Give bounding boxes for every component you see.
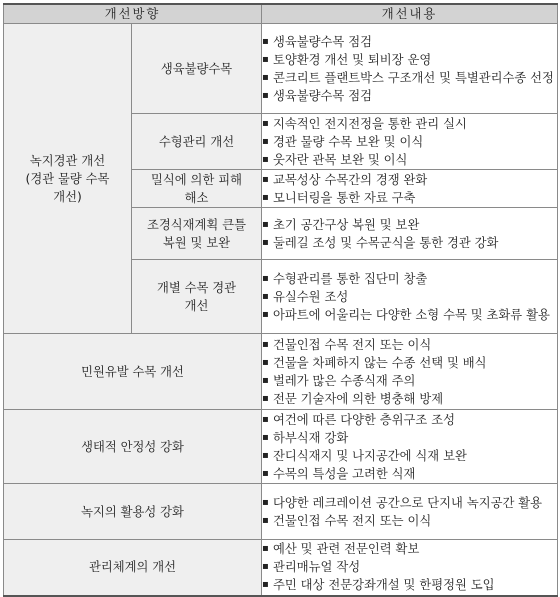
content-cell [262, 170, 558, 208]
content-cell [262, 260, 558, 334]
row-label: 관리체계의 개선 [4, 540, 262, 596]
header-content: 개선내용 [262, 4, 558, 24]
list-item: ▪ 전문 기술자에 의한 병충해 방제 [262, 390, 557, 408]
green-group-label [4, 24, 132, 334]
improvement-table [3, 3, 558, 597]
sub-label-text: 수형관리 개선 [158, 134, 235, 149]
list-item: ▪ 예산 및 관련 전문인력 확보 [262, 540, 557, 558]
table-row [4, 410, 558, 484]
sub-label [132, 24, 262, 114]
list-item: ▪ 주민 대상 전문강좌개설 및 한평정원 도입 [262, 576, 557, 594]
content-cell [262, 334, 558, 410]
row-label: 민원유발 수목 개선 [4, 334, 262, 410]
sub-label [132, 170, 262, 208]
green-group-text: 녹지경관 개선 (경관 물량 수목 개선) [25, 153, 110, 204]
table-row [4, 24, 558, 114]
list-item: ▪ 둘레길 조성 및 수목군식을 통한 경관 강화 [262, 234, 557, 252]
list-item: ▪ 교목성상 수목간의 경쟁 완화 [262, 171, 557, 189]
list-item: ▪ 토양환경 개선 및 퇴비장 운영 [262, 51, 557, 69]
header-direction: 개선방향 [4, 4, 262, 24]
list-item: ▪ 초기 공간구상 복원 및 보완 [262, 216, 557, 234]
sub-label-text: 개별 수목 경관 개선 [156, 280, 237, 313]
list-item: ▪ 잔디식재지 및 나지공간에 식재 보완 [262, 447, 557, 465]
sub-label [132, 208, 262, 260]
row-label: 녹지의 활용성 강화 [4, 484, 262, 540]
content-cell [262, 410, 558, 484]
list-item: ▪ 다양한 레크레이션 공간으로 단지내 녹지공간 활용 [262, 494, 557, 512]
content-cell [262, 208, 558, 260]
row-label: 생태적 안정성 강화 [4, 410, 262, 484]
content-cell [262, 24, 558, 114]
list-item: ▪ 생육불량수목 점검 [262, 33, 557, 51]
sub-label-text: 조경식재계획 큰틀 복원 및 보완 [147, 217, 246, 250]
list-item: ▪ 관리매뉴얼 작성 [262, 558, 557, 576]
table-row [4, 540, 558, 596]
list-item: ▪ 모니터링을 통한 자료 구축 [262, 189, 557, 207]
list-item: ▪ 건물을 차폐하지 않는 수종 선택 및 배식 [262, 354, 557, 372]
list-item: ▪ 건물인접 수목 전지 또는 이식 [262, 512, 557, 530]
list-item: ▪ 건물인접 수목 전지 또는 이식 [262, 336, 557, 354]
list-item: ▪ 여건에 따른 다양한 층위구조 조성 [262, 411, 557, 429]
list-item: ▪ 유실수원 조성 [262, 288, 557, 306]
content-cell [262, 484, 558, 540]
list-item: ▪ 지속적인 전지전정을 통한 관리 실시 [262, 115, 557, 133]
list-item: ▪ 수형관리를 통한 집단미 창출 [262, 270, 557, 288]
sub-label-text: 생육불량수목 [160, 61, 233, 76]
list-item: ▪ 경관 물량 수목 보완 및 이식 [262, 133, 557, 151]
list-item: ▪ 벌레가 많은 수종식재 주의 [262, 372, 557, 390]
list-item: ▪ 생육불량수목 점검 [262, 87, 557, 105]
sub-label-text: 밀식에 의한 피해 해소 [151, 172, 242, 205]
content-cell [262, 114, 558, 170]
list-item: ▪ 아파트에 어울리는 다양한 소형 수목 및 초화류 활용 [262, 306, 557, 324]
list-item: ▪ 콘크리트 플랜트박스 구조개선 및 특별관리수종 선정 [262, 69, 557, 87]
list-item: ▪ 하부식재 강화 [262, 429, 557, 447]
content-cell [262, 540, 558, 596]
header-row [4, 4, 558, 24]
sub-label [132, 114, 262, 170]
sub-label [132, 260, 262, 334]
table-row [4, 484, 558, 540]
list-item: ▪ 수목의 특성을 고려한 식재 [262, 465, 557, 483]
table-row [4, 334, 558, 410]
list-item: ▪ 웃자란 관목 보완 및 이식 [262, 151, 557, 169]
